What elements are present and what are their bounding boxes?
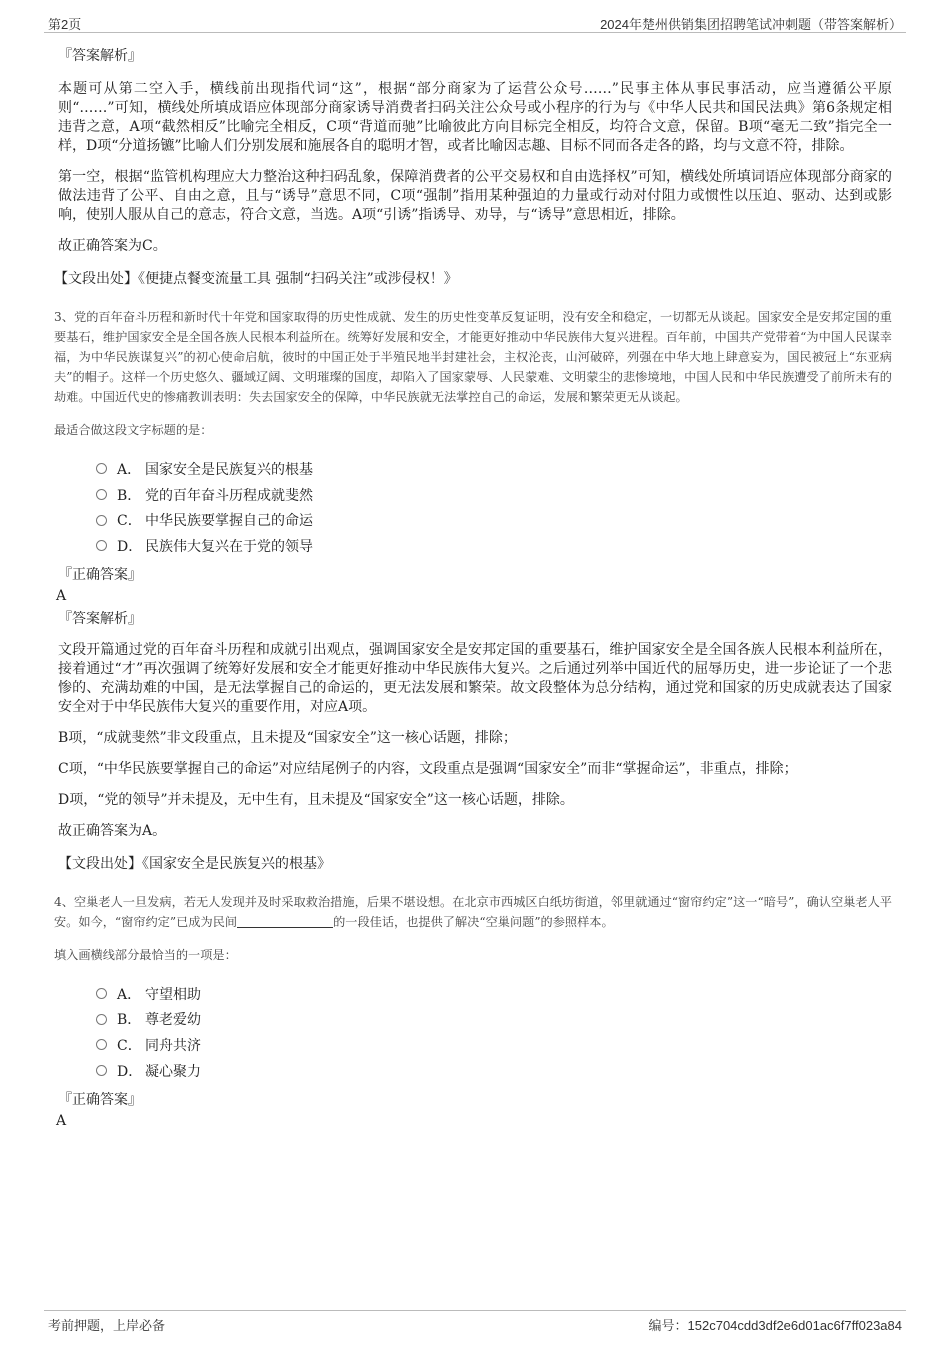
q3-option-d[interactable] xyxy=(96,533,892,559)
q3-answer: A xyxy=(56,587,67,604)
q4-prompt: 填入画横线部分最恰当的一项是： xyxy=(54,947,237,962)
radio-icon[interactable] xyxy=(96,1039,107,1050)
q2-analysis-p1: 本题可从第二空入手，横线前出现指代词“这”，根据“部分商家为了运营公众号……”民事主体从事民事活动，应当遵循公平原则“……”可知，横线处所填成语应体现部分商家诱导消费者扫码关注公众号或小程序的行为与《中华人民共和国民法典》第6条规定相违背之意，A项“截然相反”比喻完全相反，C项“背道而驰”比喻彼此方向目标完全相反，均符合文意，保留。B项“毫无二致”指完全一样，D项“分道扬镳”比喻人们分别发展和施展各自的聪明才智，或者比喻因志趣、目标不同而各走各的路，均与文意不符，排除。 xyxy=(58,81,892,154)
option-key: B． xyxy=(117,1012,142,1029)
radio-icon[interactable] xyxy=(96,1065,107,1076)
option-text: 民族伟大复兴在于党的领导 xyxy=(145,538,313,555)
q4-question-pre: 4、空巢老人一旦发病，若无人发现并及时采取救治措施，后果不堪设想。在北京市西城区白纸坊街道，邻里就通过“窗帘约定”这一“暗号”，确认空巢老人平安。如今，“窗帘约定”已成为民间 xyxy=(54,894,892,929)
q2-source: 【文段出处】《便捷点餐变流量工具 强制“扫码关注”或涉侵权！》 xyxy=(54,271,458,287)
option-text: 党的百年奋斗历程成就斐然 xyxy=(145,487,313,504)
option-text: 同舟共济 xyxy=(145,1037,201,1054)
q3-analysis-p3: C项，“中华民族要掌握自己的命运”对应结尾例子的内容，文段重点是强调“国家安全”而非“掌握命运”，非重点，排除； xyxy=(58,760,798,777)
q4-option-b[interactable] xyxy=(96,1006,892,1032)
q3-option-c[interactable] xyxy=(96,507,892,533)
page-content xyxy=(54,46,892,1130)
radio-icon[interactable] xyxy=(96,463,107,474)
q2-analysis-p2: 第一空，根据“监管机构理应大力整治这种扫码乱象，保障消费者的公平交易权和自由选择权”可知，横线处所填词语应体现部分商家的做法违背了公平、自由之意，且与“诱导”意思不同，C项“强制”指用某种强迫的力量或行动对付阻力或惯性以压迫、驱动、达到或影响，使别人服从自己的意志，符合文意，当选。A项“引诱”指诱导、劝导，与“诱导”意思相近，排除。 xyxy=(58,169,892,223)
option-text: 尊老爱幼 xyxy=(145,1012,201,1029)
option-key: C． xyxy=(117,513,142,530)
option-text: 凝心聚力 xyxy=(145,1063,201,1080)
page-footer xyxy=(44,1310,906,1333)
radio-icon[interactable] xyxy=(96,540,107,551)
q3-analysis-p1: 文段开篇通过党的百年奋斗历程和成就引出观点，强调国家安全是安邦定国的重要基石，维护国家安全是全国各族人民根本利益所在，接着通过“才”再次强调了统筹好发展和安全才能更好推动中华民族伟大复兴。之后通过列举中国近代的屈辱历史，进一步论证了一个悲惨的、充满劫难的中国，是无法掌握自己的命运的，更无法发展和繁荣。故文段整体为总分结构，通过党和国家的历史成就表达了国家安全对于中华民族伟大复兴的重要作用，对应A项。 xyxy=(58,641,892,715)
radio-icon[interactable] xyxy=(96,1014,107,1025)
page-header xyxy=(44,12,906,33)
q3-analysis-p2: B项，“成就斐然”非文段重点，且未提及“国家安全”这一核心话题，排除； xyxy=(58,729,517,746)
page-number: 第2页 xyxy=(48,17,82,32)
footer-serial: 编号：152c704cdd3df2e6d01ac6f7ff023a84 xyxy=(648,1318,902,1333)
q3-analysis-label: 『答案解析』 xyxy=(58,610,142,627)
q2-analysis-label: 『答案解析』 xyxy=(58,48,142,64)
q3-conclusion: 故正确答案为A。 xyxy=(58,822,167,839)
q4-question-post: 的一段佳话，也提供了解决“空巢问题”的参照样本。 xyxy=(333,914,614,929)
q2-conclusion: 故正确答案为C。 xyxy=(58,238,167,254)
radio-icon[interactable] xyxy=(96,515,107,526)
option-key: B． xyxy=(117,487,142,504)
option-text: 守望相助 xyxy=(145,986,201,1003)
q4-options xyxy=(96,981,892,1084)
document-title: 2024年楚州供销集团招聘笔试冲刺题（带答案解析） xyxy=(600,17,902,32)
q3-prompt: 最适合做这段文字标题的是： xyxy=(54,423,213,437)
q3-options xyxy=(96,456,892,559)
option-key: A． xyxy=(117,461,142,478)
q4-option-d[interactable] xyxy=(96,1058,892,1084)
q3-option-b[interactable] xyxy=(96,482,892,508)
radio-icon[interactable] xyxy=(96,489,107,500)
q3-question: 3、党的百年奋斗历程和新时代十年党和国家取得的历史性成就、发生的历史性变革反复证明，没有安全和稳定，一切都无从谈起。国家安全是安邦定国的重要基石，维护国家安全是全国各族人民根本利益所在。统筹好发展和安全，才能更好推动中华民族伟大复兴进程。百年前，中国共产党带着“为中国人民谋幸福，为中华民族谋复兴”的初心使命启航，彼时的中国正处于半殖民地半封建社会，主权沦丧，山河破碎，列强在中华大地上肆意妄为，国民被冠上“东亚病夫”的帽子。这样一个历史悠久、疆域辽阔、文明璀璨的国度，却陷入了国家蒙辱、人民蒙难、文明蒙尘的悲惨境地，中国人民和中华民族遭受了前所未有的劫难。中国近代史的惨痛教训表明：失去国家安全的保障，中华民族就无法掌控自己的命运，发展和繁荣更无从谈起。 xyxy=(54,310,892,404)
q4-answer: A xyxy=(56,1112,67,1129)
q4-answer-label: 『正确答案』 xyxy=(58,1091,142,1108)
q4-option-c[interactable] xyxy=(96,1032,892,1058)
q3-answer-label: 『正确答案』 xyxy=(58,566,142,583)
option-key: C． xyxy=(117,1037,142,1054)
q4-option-a[interactable] xyxy=(96,981,892,1007)
option-text: 国家安全是民族复兴的根基 xyxy=(145,461,313,478)
option-text: 中华民族要掌握自己的命运 xyxy=(145,513,313,530)
option-key: D． xyxy=(117,538,143,555)
option-key: D． xyxy=(117,1063,143,1080)
fill-blank xyxy=(237,927,333,928)
q3-analysis-p4: D项，“党的领导”并未提及，无中生有，且未提及“国家安全”这一核心话题，排除。 xyxy=(58,791,574,808)
footer-slogan: 考前押题，上岸必备 xyxy=(48,1318,166,1333)
q3-source: 【文段出处】《国家安全是民族复兴的根基》 xyxy=(58,855,331,872)
radio-icon[interactable] xyxy=(96,988,107,999)
option-key: A． xyxy=(117,986,142,1003)
q4-question xyxy=(54,892,892,932)
q3-option-a[interactable] xyxy=(96,456,892,482)
